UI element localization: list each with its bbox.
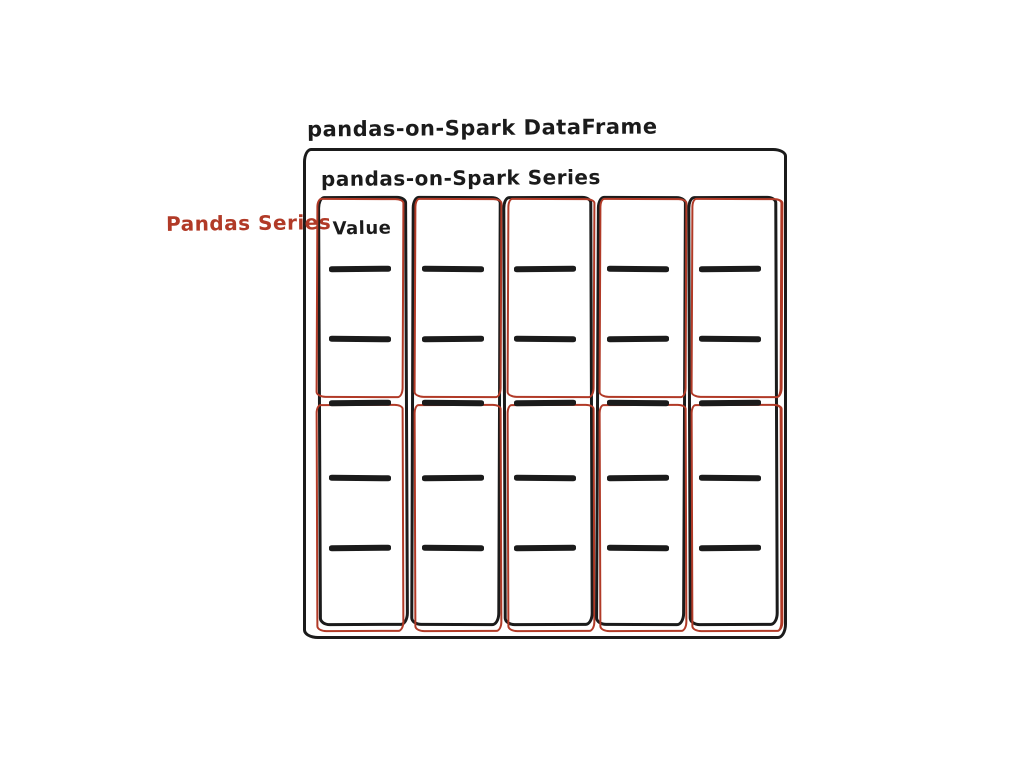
pandas-series-partition-box: [316, 404, 405, 632]
pandas-series-partition-box: [599, 404, 688, 632]
pandas-series-partition-box: [507, 198, 596, 398]
row-mark: [514, 336, 576, 342]
row-mark: [699, 400, 761, 406]
row-mark: [607, 336, 669, 342]
row-mark: [329, 336, 391, 342]
pandas-series-partition-box: [414, 198, 503, 398]
row-mark: [422, 400, 484, 406]
pandas-series-label: Pandas Series: [165, 210, 332, 236]
row-mark: [514, 545, 576, 551]
dataframe-title: pandas-on-Spark DataFrame: [306, 114, 658, 142]
row-mark: [514, 266, 576, 272]
row-mark: [607, 545, 669, 551]
row-mark: [514, 475, 576, 481]
row-mark: [329, 400, 391, 406]
value-column-header: Value: [332, 217, 392, 240]
row-mark: [607, 475, 669, 481]
pandas-series-partition-box: [599, 198, 688, 398]
pandas-series-partition-box: [691, 404, 784, 632]
row-mark: [329, 266, 391, 272]
row-mark: [329, 545, 391, 551]
pandas-series-partition-box: [507, 404, 596, 632]
row-mark: [422, 336, 484, 342]
row-mark: [422, 266, 484, 272]
row-mark: [699, 336, 761, 342]
row-mark: [329, 475, 391, 481]
row-mark: [514, 400, 576, 406]
spark-series-label: pandas-on-Spark Series: [320, 165, 601, 191]
row-mark: [422, 545, 484, 551]
pandas-series-partition-box: [691, 198, 784, 398]
row-mark: [699, 545, 761, 551]
row-mark: [607, 400, 669, 406]
row-mark: [607, 266, 669, 272]
row-mark: [699, 266, 761, 272]
row-mark: [699, 475, 761, 481]
pandas-series-partition-box: [414, 404, 503, 632]
row-mark: [422, 475, 484, 481]
